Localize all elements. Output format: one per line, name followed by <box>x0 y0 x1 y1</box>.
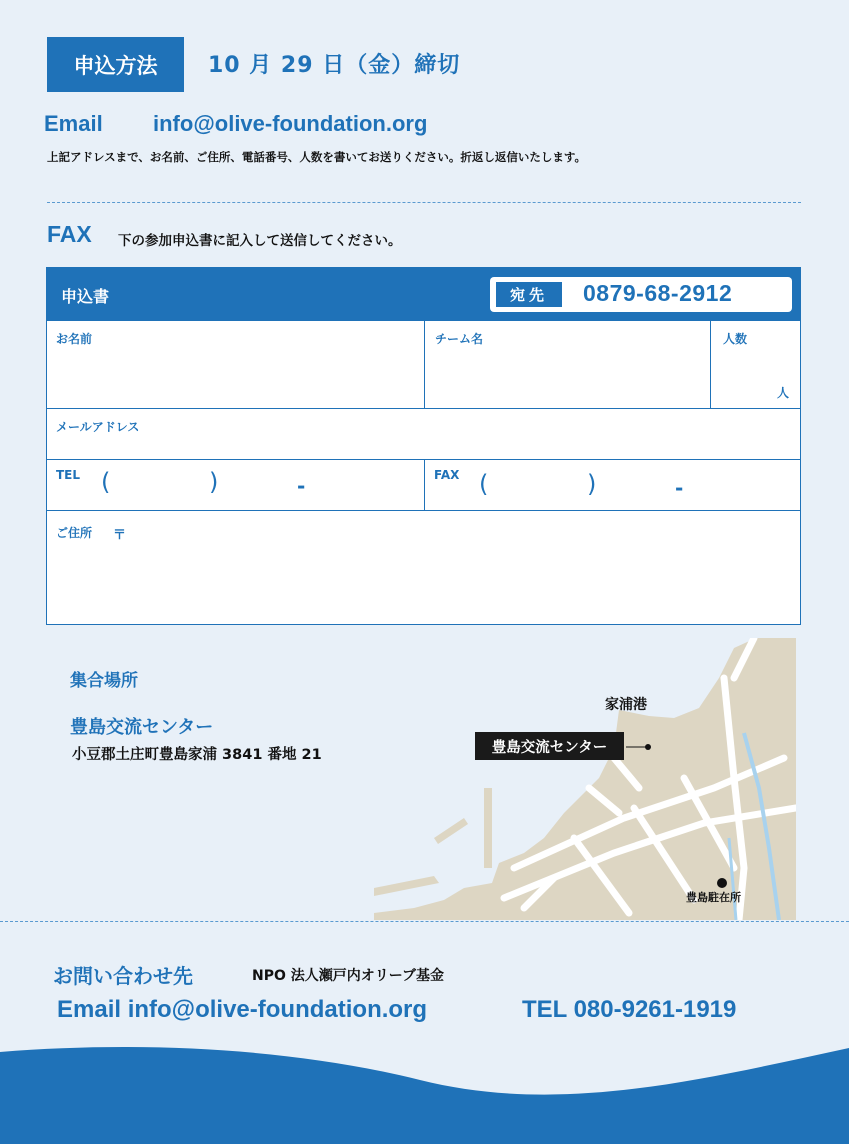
postal-mark: 〒 <box>113 528 127 543</box>
email-label: Email <box>44 111 103 136</box>
tel-paren-open: ( <box>101 468 111 496</box>
venue-map <box>374 638 796 920</box>
form-header <box>47 268 800 321</box>
contact-email[interactable]: Email info@olive-foundation.org <box>57 996 428 1023</box>
contact-organization: NPO 法人瀬戸内オリーブ基金 <box>252 968 445 984</box>
method-tag: 申込方法 <box>47 37 184 92</box>
destination-label: 宛先 <box>496 282 562 307</box>
tel-field[interactable]: TEL <box>56 468 81 482</box>
footer-wave <box>0 1040 849 1144</box>
deadline: 10 月 29 日（金）締切 <box>208 53 461 78</box>
footer-divider <box>0 921 849 922</box>
meeting-place-title: 集合場所 <box>70 671 138 691</box>
people-count-field[interactable]: 人数 <box>723 332 748 346</box>
form-divider <box>424 459 425 511</box>
map-police-box-label: 豊島駐在所 <box>686 891 741 904</box>
team-name-field[interactable]: チーム名 <box>435 332 484 346</box>
fax-paren-close: ) <box>587 470 597 498</box>
form-divider <box>710 321 711 409</box>
name-field[interactable]: お名前 <box>56 332 93 346</box>
venue-name: 豊島交流センター <box>70 717 214 738</box>
people-unit: 人 <box>777 386 790 400</box>
email-field[interactable]: メールアドレス <box>56 420 140 434</box>
contact-title: お問い合わせ先 <box>53 964 193 988</box>
fax-destination <box>490 277 792 312</box>
destination-fax-number: 0879-68-2912 <box>583 280 733 306</box>
form-divider <box>424 321 425 409</box>
fax-dash: - <box>675 476 684 500</box>
address-field[interactable]: ご住所 <box>56 526 93 540</box>
fax-label: FAX <box>47 221 92 247</box>
email-address-link[interactable]: info@olive-foundation.org <box>153 111 428 136</box>
fax-instructions: 下の参加申込書に記入して送信してください。 <box>118 233 402 249</box>
map-port-label: 家浦港 <box>605 697 647 713</box>
application-form <box>46 267 801 625</box>
tel-dash: - <box>297 474 306 498</box>
map-venue-tag: 豊島交流センター <box>475 732 624 760</box>
contact-phone[interactable]: TEL 080-9261-1919 <box>522 996 737 1023</box>
email-instructions: 上記アドレスまで、お名前、ご住所、電話番号、人数を書いてお送りください。折返し返信いたします。 <box>47 150 586 164</box>
form-title: 申込書 <box>61 287 110 306</box>
venue-address: 小豆郡土庄町豊島家浦 3841 番地 21 <box>72 747 322 763</box>
fax-field[interactable]: FAX <box>434 468 460 482</box>
section-divider <box>47 202 801 203</box>
fax-paren-open: ( <box>479 470 489 498</box>
tel-paren-close: ) <box>209 468 219 496</box>
